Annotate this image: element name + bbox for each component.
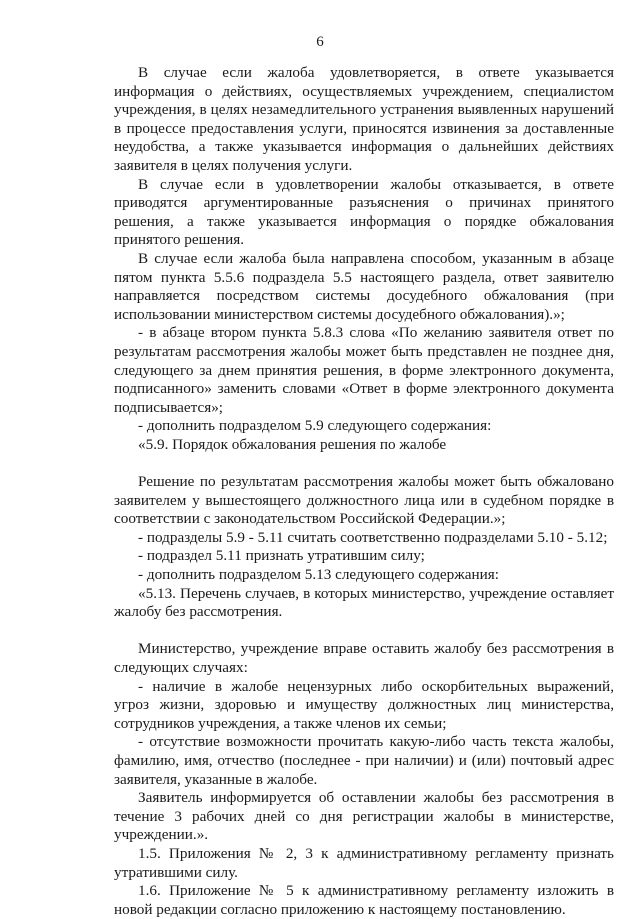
paragraph: - отсутствие возможности прочитать какую-либо часть текста жалобы, фамилию, имя, отчество (последнее - при наличии) и (или) почтовый адрес заявителя, указанные в жалобе. bbox=[114, 733, 614, 788]
paragraph: - в абзаце втором пункта 5.8.3 слова «По желанию заявителя ответ по результатам рассмотрения жалобы может быть представлен не позднее дня, следующего за днем принятия решения, в форме электронного документа, подписанного» заменить словами «Ответ в форме электронного документа подписывается»; bbox=[114, 324, 614, 416]
page-number: 6 bbox=[316, 34, 324, 50]
paragraph: Министерство, учреждение вправе оставить жалобу без рассмотрения в следующих случаях: bbox=[114, 640, 614, 676]
paragraph: Решение по результатам рассмотрения жалобы может быть обжаловано заявителем у вышестоящего должностного лица или в судебном порядке в соответствии с законодательством Российской Федерации.»; bbox=[114, 473, 614, 528]
paragraph: В случае если в удовлетворении жалобы отказывается, в ответе приводятся аргументированные разъяснения о причинах принятого решения, а также указывается информация о порядке обжалования принятого решения. bbox=[114, 175, 614, 249]
paragraph: Заявитель информируется об оставлении жалобы без рассмотрения в течение 3 рабочих дней со дня регистрации жалобы в министерстве, учреждении.». bbox=[114, 789, 614, 844]
paragraph: В случае если жалоба была направлена способом, указанным в абзаце пятом пункта 5.5.6 подраздела 5.5 настоящего раздела, ответ заявителю направляется посредством системы досудебного обжалования (при использовании министерством системы досудебного обжалования).»; bbox=[114, 249, 614, 323]
document-body bbox=[114, 64, 614, 919]
blank-line bbox=[114, 622, 614, 641]
paragraph: - дополнить подразделом 5.13 следующего содержания: bbox=[138, 566, 499, 584]
section-heading: «5.13. Перечень случаев, в которых министерство, учреждение оставляет жалобу без рассмотрения. bbox=[114, 584, 614, 621]
paragraph: - дополнить подразделом 5.9 следующего содержания: bbox=[138, 417, 492, 435]
paragraph: В случае если жалоба удовлетворяется, в ответе указывается информация о действиях, осуществляемых учреждением, специалистом учреждения, в целях незамедлительного устранения выявленных нарушений в процессе предоставления услуги, приносятся извинения за доставленные неудобства, а также указывается информация о дальнейших действиях заявителя в целях получения услуги. bbox=[114, 64, 614, 174]
paragraph: - подразделы 5.9 - 5.11 считать соответственно подразделами 5.10 - 5.12; bbox=[138, 528, 608, 546]
paragraph: 1.5. Приложения № 2, 3 к административному регламенту признать утратившими силу. bbox=[114, 844, 614, 881]
blank-line bbox=[114, 454, 614, 473]
paragraph: 1.6. Приложение № 5 к административному регламенту изложить в новой редакции согласно приложению к настоящему постановлению. bbox=[114, 882, 614, 918]
paragraph: - подраздел 5.11 признать утратившим силу; bbox=[138, 547, 425, 565]
paragraph: - наличие в жалобе нецензурных либо оскорбительных выражений, угроз жизни, здоровью и имуществу должностных лиц министерства, сотрудников учреждения, а также членов их семьи; bbox=[114, 677, 614, 732]
section-heading: «5.9. Порядок обжалования решения по жалобе bbox=[138, 435, 447, 453]
